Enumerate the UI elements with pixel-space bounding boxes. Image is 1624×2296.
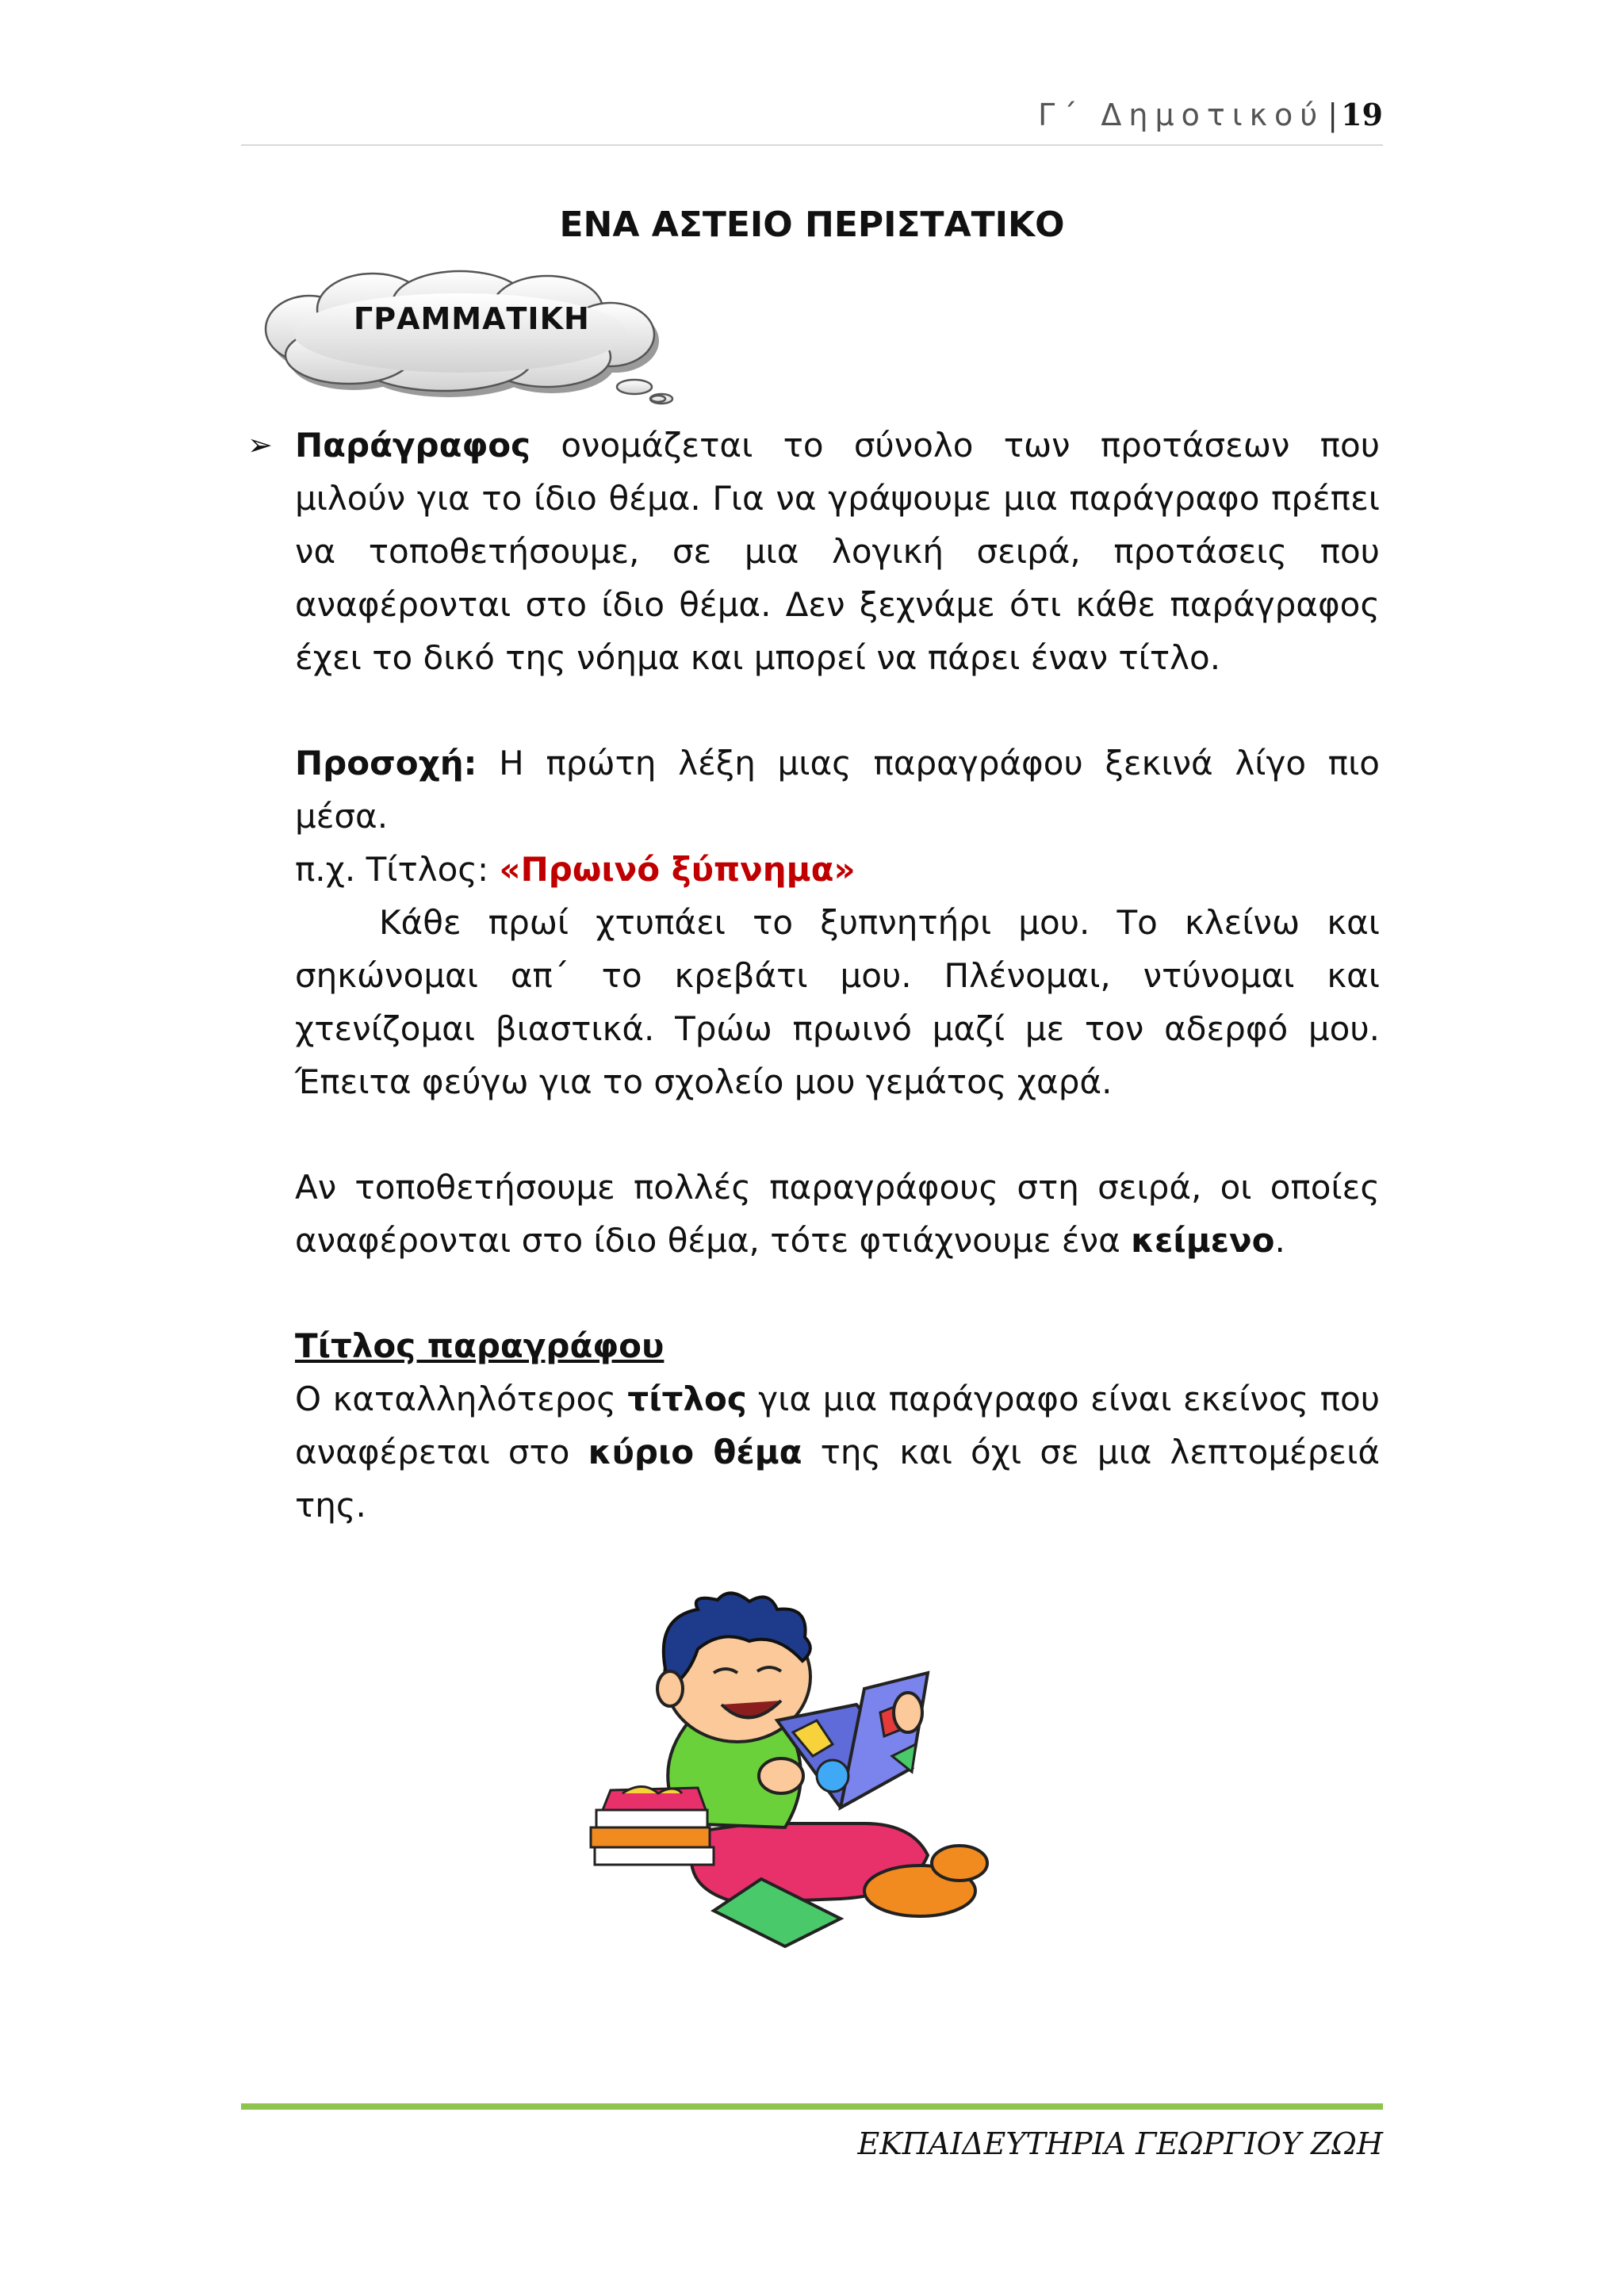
page-header xyxy=(241,97,1383,132)
header-divider xyxy=(241,144,1383,146)
main-content xyxy=(247,419,1381,1532)
title-explanation xyxy=(295,1372,1380,1532)
title-explanation-t1: Ο καταλληλότερος xyxy=(295,1380,628,1418)
footer-school-name: ΕΚΠΑΙΔΕΥΤΗΡΙΑ ΓΕΩΡΓΙΟΥ ΖΩΗ xyxy=(857,2126,1383,2161)
attention-text: Η πρώτη λέξη μιας παραγράφου ξεκινά λίγο πιο μέσα. xyxy=(295,744,1380,836)
main-topic-term: κύριο θέμα xyxy=(588,1433,802,1471)
example-title-line xyxy=(295,843,1380,896)
header-class-label: Γ΄ Δημοτικού xyxy=(1038,98,1325,132)
title-explanation-t2: για μια παράγραφο είναι εκείνος που αναφέρεται στο xyxy=(295,1380,1380,1471)
example-title: «Πρωινό ξύπνημα» xyxy=(499,850,856,889)
footer-divider xyxy=(241,2103,1383,2110)
grammar-label: ΓΡΑΜΜΑΤΙΚΗ xyxy=(354,301,590,336)
paragraph-definition xyxy=(295,419,1380,684)
paragraph-definition-text: ονομάζεται το σύνολο των προτάσεων που μιλούν για το ίδιο θέμα. Για να γράψουμε μια παράγραφο πρέπει να τοποθετήσουμε, σε μια λογική σειρά, προτάσεις που αναφέρονται στο ίδιο θέμα. Δεν ξεχνάμε ότι κάθε παράγραφος έχει το δικό της νόημα και μπορεί να πάρει έναν τίτλο. xyxy=(295,426,1380,677)
text-definition-text: Αν τοποθετήσουμε πολλές παραγράφους στη σειρά, οι οποίες αναφέρονται στο ίδιο θέμα, τότε φτιάχνουμε ένα xyxy=(295,1168,1380,1260)
example-prefix: π.χ. Τίτλος: xyxy=(295,850,500,889)
title-term: τίτλος xyxy=(627,1380,747,1418)
paragraph-term: Παράγραφος xyxy=(295,426,531,465)
page-number: 19 xyxy=(1341,97,1383,132)
text-term: κείμενο xyxy=(1131,1221,1275,1260)
example-body: Κάθε πρωί χτυπάει το ξυπνητήρι μου. Το κλείνω και σηκώνομαι απ΄ το κρεβάτι μου. Πλένομαι, ντύνομαι και χτενίζομαι βιαστικά. Τρώω πρωινό μαζί με τον αδερφό μου. Έπειτα φεύγω για το σχολείο μου γεμάτος χαρά. xyxy=(295,903,1380,1101)
attention-label: Προσοχή: xyxy=(295,744,477,783)
header-separator: | xyxy=(1327,98,1339,132)
cloud-shape xyxy=(262,270,690,408)
page-title: ΕΝΑ ΑΣΤΕΙΟ ΠΕΡΙΣΤΑΤΙΚΟ xyxy=(559,205,1065,245)
text-definition xyxy=(295,1161,1380,1267)
section-heading xyxy=(295,1319,1380,1372)
title-explanation-t3: της και όχι σε μια λεπτομέρειά της. xyxy=(295,1433,1381,1525)
text-definition-end: . xyxy=(1274,1221,1285,1260)
title-heading: Τίτλος παραγράφου xyxy=(295,1326,665,1365)
boy-reading-illustration xyxy=(579,1586,1039,1950)
arrow-bullet-icon: ➢ xyxy=(247,427,273,462)
attention-note xyxy=(295,737,1380,843)
